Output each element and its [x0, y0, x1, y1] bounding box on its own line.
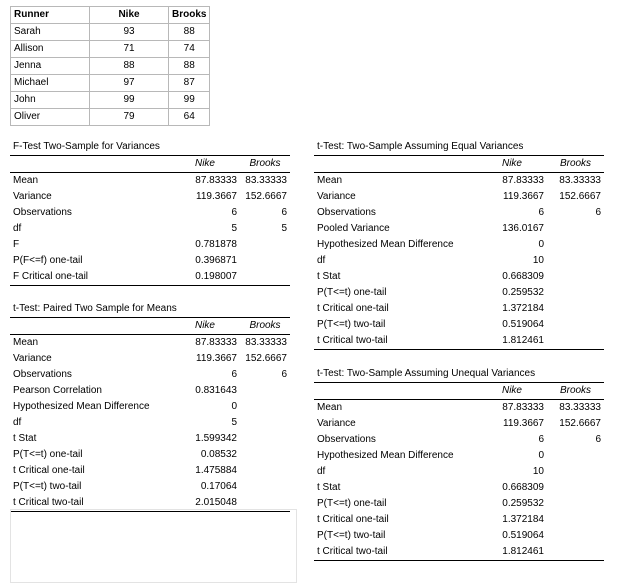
unequal-value-nike[interactable]: 6: [538, 434, 544, 445]
paired-ttest-block: [10, 301, 290, 512]
table-row: [11, 109, 210, 126]
equal-value-nike[interactable]: 0: [538, 239, 544, 250]
nike-score[interactable]: 97: [90, 75, 169, 92]
equal-value-nike[interactable]: 136.0167: [502, 223, 544, 234]
ftest-value-brooks[interactable]: [240, 269, 290, 286]
unequal-value-nike[interactable]: 1.812461: [477, 544, 547, 561]
paired-value-nike[interactable]: 0.17064: [200, 481, 237, 492]
ftest-value-brooks[interactable]: 6: [281, 207, 287, 218]
ftest-value-nike[interactable]: 0.198007: [170, 269, 240, 286]
nike-score[interactable]: 99: [90, 92, 169, 109]
equal-variance-block: [314, 139, 604, 350]
unequal-value-nike[interactable]: 0.259532: [502, 498, 544, 509]
ftest-value-brooks[interactable]: 5: [281, 223, 287, 234]
unequal-value-brooks[interactable]: [547, 544, 604, 561]
brooks-score[interactable]: 64: [169, 109, 210, 126]
ftest-value-nike[interactable]: 6: [231, 207, 237, 218]
equal-header-blank: [314, 156, 477, 173]
brooks-score[interactable]: 74: [169, 41, 210, 58]
paired-value-nike[interactable]: 2.015048: [170, 495, 240, 512]
runner-name[interactable]: John: [11, 92, 90, 109]
paired-value-brooks[interactable]: [240, 463, 290, 479]
equal-value-brooks[interactable]: [547, 333, 604, 350]
ftest-value-nike[interactable]: 0.396871: [195, 255, 237, 266]
equal-label[interactable]: P(T<=t) one-tail: [317, 287, 387, 298]
ftest-value-brooks[interactable]: [240, 253, 290, 269]
paired-label[interactable]: t Critical two-tail: [10, 495, 170, 512]
equal-label[interactable]: t Stat: [317, 271, 341, 282]
header-nike[interactable]: Nike: [90, 7, 169, 24]
ftest-value-brooks[interactable]: 152.6667: [245, 191, 287, 202]
unequal-label[interactable]: P(T<=t) two-tail: [317, 530, 386, 541]
equal-label[interactable]: Variance: [317, 191, 356, 202]
unequal-value-nike[interactable]: 0.519064: [502, 530, 544, 541]
paired-value-nike[interactable]: 1.599342: [195, 433, 237, 444]
brooks-score[interactable]: 99: [169, 92, 210, 109]
unequal-value-brooks[interactable]: 152.6667: [559, 418, 601, 429]
paired-label[interactable]: Mean: [13, 337, 39, 348]
equal-label[interactable]: t Critical two-tail: [314, 333, 477, 350]
ftest-table: [10, 139, 290, 286]
unequal-header-blank: [314, 383, 477, 400]
unequal-value-brooks[interactable]: [547, 496, 604, 512]
unequal-value-nike[interactable]: 119.3667: [503, 418, 544, 429]
nike-score[interactable]: 93: [90, 24, 169, 41]
runner-table-block: [10, 6, 210, 126]
equal-value-brooks[interactable]: [547, 269, 604, 285]
equal-value-brooks[interactable]: [547, 237, 604, 253]
equal-value-brooks[interactable]: 83.33333: [559, 175, 601, 186]
table-header-row: [11, 7, 210, 24]
paired-ttest-table: [10, 301, 290, 512]
table-row: [11, 24, 210, 41]
brooks-score[interactable]: 88: [169, 58, 210, 75]
paired-value-brooks[interactable]: 83.33333: [245, 337, 287, 348]
unequal-label[interactable]: Variance: [317, 418, 356, 429]
unequal-label[interactable]: P(T<=t) one-tail: [317, 498, 387, 509]
brooks-score[interactable]: 87: [169, 75, 210, 92]
unequal-label[interactable]: Mean: [317, 402, 343, 413]
ftest-label[interactable]: F Critical one-tail: [10, 269, 170, 286]
unequal-label[interactable]: df: [317, 466, 326, 477]
equal-label[interactable]: df: [317, 255, 326, 266]
equal-label[interactable]: P(T<=t) two-tail: [317, 319, 386, 330]
paired-value-brooks[interactable]: [240, 479, 290, 495]
paired-label[interactable]: t Critical one-tail: [13, 465, 85, 476]
equal-label[interactable]: Mean: [317, 175, 343, 186]
equal-header-brooks: Brooks: [547, 156, 604, 173]
paired-value-brooks[interactable]: [240, 415, 290, 431]
unequal-value-brooks[interactable]: [547, 464, 604, 480]
equal-value-brooks[interactable]: 6: [595, 207, 601, 218]
paired-header-blank: [10, 318, 170, 335]
runner-table: [10, 6, 210, 126]
equal-value-nike[interactable]: 10: [532, 255, 544, 266]
unequal-label[interactable]: Observations: [317, 434, 376, 445]
unequal-label[interactable]: t Critical two-tail: [314, 544, 477, 561]
paired-value-brooks[interactable]: [240, 383, 290, 399]
equal-value-nike[interactable]: 6: [538, 207, 544, 218]
unequal-value-nike[interactable]: 87.83333: [502, 402, 544, 413]
paired-label[interactable]: Hypothesized Mean Difference: [13, 401, 150, 412]
table-row: [11, 58, 210, 75]
equal-value-nike[interactable]: 87.83333: [502, 175, 544, 186]
ftest-header-blank: [10, 156, 170, 173]
paired-value-nike[interactable]: 0: [231, 401, 237, 412]
unequal-value-nike[interactable]: 1.372184: [502, 514, 544, 525]
equal-value-nike[interactable]: 1.812461: [477, 333, 547, 350]
table-row: [11, 92, 210, 109]
equal-value-nike[interactable]: 119.3667: [503, 191, 544, 202]
paired-value-brooks[interactable]: [240, 399, 290, 415]
paired-value-brooks[interactable]: 152.6667: [245, 353, 287, 364]
ftest-label[interactable]: Observations: [13, 207, 72, 218]
equal-header-nike: Nike: [477, 156, 547, 173]
runner-name[interactable]: Jenna: [11, 58, 90, 75]
ftest-header-nike: Nike: [170, 156, 240, 173]
runner-name[interactable]: Allison: [11, 41, 90, 58]
paired-label[interactable]: t Stat: [13, 433, 37, 444]
equal-variance-table: [314, 139, 604, 350]
ftest-label[interactable]: Variance: [13, 191, 52, 202]
table-row: [11, 41, 210, 58]
equal-label[interactable]: Observations: [317, 207, 376, 218]
ftest-value-nike[interactable]: 5: [231, 223, 237, 234]
equal-value-brooks[interactable]: 152.6667: [559, 191, 601, 202]
unequal-variance-block: [314, 366, 604, 561]
equal-label[interactable]: Hypothesized Mean Difference: [317, 239, 454, 250]
paired-header-nike: Nike: [170, 318, 240, 335]
unequal-label[interactable]: Hypothesized Mean Difference: [317, 450, 454, 461]
equal-value-nike[interactable]: 0.668309: [502, 271, 544, 282]
paired-value-nike[interactable]: 5: [231, 417, 237, 428]
unequal-variance-table: [314, 366, 604, 561]
paired-label[interactable]: df: [13, 417, 22, 428]
paired-label[interactable]: Observations: [13, 369, 72, 380]
paired-label[interactable]: P(T<=t) two-tail: [13, 481, 82, 492]
ftest-value-nike[interactable]: 119.3667: [196, 191, 237, 202]
equal-label[interactable]: Pooled Variance: [317, 223, 390, 234]
unequal-value-brooks[interactable]: 83.33333: [559, 402, 601, 413]
unequal-title: t-Test: Two-Sample Assuming Unequal Variances: [314, 366, 604, 383]
unequal-value-nike[interactable]: 0.668309: [502, 482, 544, 493]
paired-value-brooks[interactable]: [240, 447, 290, 463]
paired-label[interactable]: P(T<=t) one-tail: [13, 449, 83, 460]
equal-value-brooks[interactable]: [547, 317, 604, 333]
ftest-value-nike[interactable]: 0.781878: [195, 239, 237, 250]
ftest-value-nike[interactable]: 87.83333: [195, 175, 237, 186]
unequal-header-brooks: Brooks: [547, 383, 604, 400]
equal-title: t-Test: Two-Sample Assuming Equal Variances: [314, 139, 604, 156]
brooks-score[interactable]: 88: [169, 24, 210, 41]
nike-score[interactable]: 79: [90, 109, 169, 126]
ftest-block: [10, 139, 290, 286]
paired-header-brooks: Brooks: [240, 318, 290, 335]
header-brooks[interactable]: Brooks: [169, 7, 210, 24]
header-runner[interactable]: Runner: [11, 7, 90, 24]
paired-value-nike[interactable]: 119.3667: [196, 353, 237, 364]
ftest-label[interactable]: F: [13, 239, 20, 250]
paired-value-nike[interactable]: 1.475884: [195, 465, 237, 476]
unequal-value-nike[interactable]: 10: [532, 466, 544, 477]
equal-value-nike[interactable]: 0.519064: [502, 319, 544, 330]
unequal-value-brooks[interactable]: 6: [595, 434, 601, 445]
paired-value-brooks[interactable]: 6: [281, 369, 287, 380]
equal-value-brooks[interactable]: [547, 285, 604, 301]
unequal-value-brooks[interactable]: [547, 528, 604, 544]
runner-name[interactable]: Sarah: [11, 24, 90, 41]
unequal-value-nike[interactable]: 0: [538, 450, 544, 461]
ftest-header-brooks: Brooks: [240, 156, 290, 173]
ftest-label[interactable]: Mean: [13, 175, 39, 186]
equal-value-brooks[interactable]: [547, 221, 604, 237]
paired-value-nike[interactable]: 0.831643: [195, 385, 237, 396]
unequal-label[interactable]: t Stat: [317, 482, 341, 493]
equal-value-nike[interactable]: 0.259532: [502, 287, 544, 298]
ftest-value-brooks[interactable]: 83.33333: [245, 175, 287, 186]
equal-value-nike[interactable]: 1.372184: [502, 303, 544, 314]
equal-label[interactable]: t Critical one-tail: [317, 303, 389, 314]
unequal-value-brooks[interactable]: [547, 480, 604, 496]
ftest-label[interactable]: df: [13, 223, 22, 234]
unequal-value-brooks[interactable]: [547, 512, 604, 528]
runner-name[interactable]: Michael: [11, 75, 90, 92]
paired-label[interactable]: Pearson Correlation: [13, 385, 102, 396]
paired-value-nike[interactable]: 6: [231, 369, 237, 380]
empty-cells-area: [10, 509, 297, 583]
nike-score[interactable]: 88: [90, 58, 169, 75]
paired-value-nike[interactable]: 87.83333: [195, 337, 237, 348]
ftest-label[interactable]: P(F<=f) one-tail: [13, 255, 83, 266]
nike-score[interactable]: 71: [90, 41, 169, 58]
paired-value-nike[interactable]: 0.08532: [200, 449, 237, 460]
ftest-value-brooks[interactable]: [240, 237, 290, 253]
unequal-label[interactable]: t Critical one-tail: [317, 514, 389, 525]
paired-label[interactable]: Variance: [13, 353, 52, 364]
paired-title: t-Test: Paired Two Sample for Means: [10, 301, 290, 318]
table-row: [11, 75, 210, 92]
equal-value-brooks[interactable]: [547, 253, 604, 269]
unequal-header-nike: Nike: [477, 383, 547, 400]
equal-value-brooks[interactable]: [547, 301, 604, 317]
paired-value-brooks[interactable]: [240, 431, 290, 447]
runner-name[interactable]: Oliver: [11, 109, 90, 126]
ftest-title: F-Test Two-Sample for Variances: [10, 139, 290, 156]
unequal-value-brooks[interactable]: [547, 448, 604, 464]
